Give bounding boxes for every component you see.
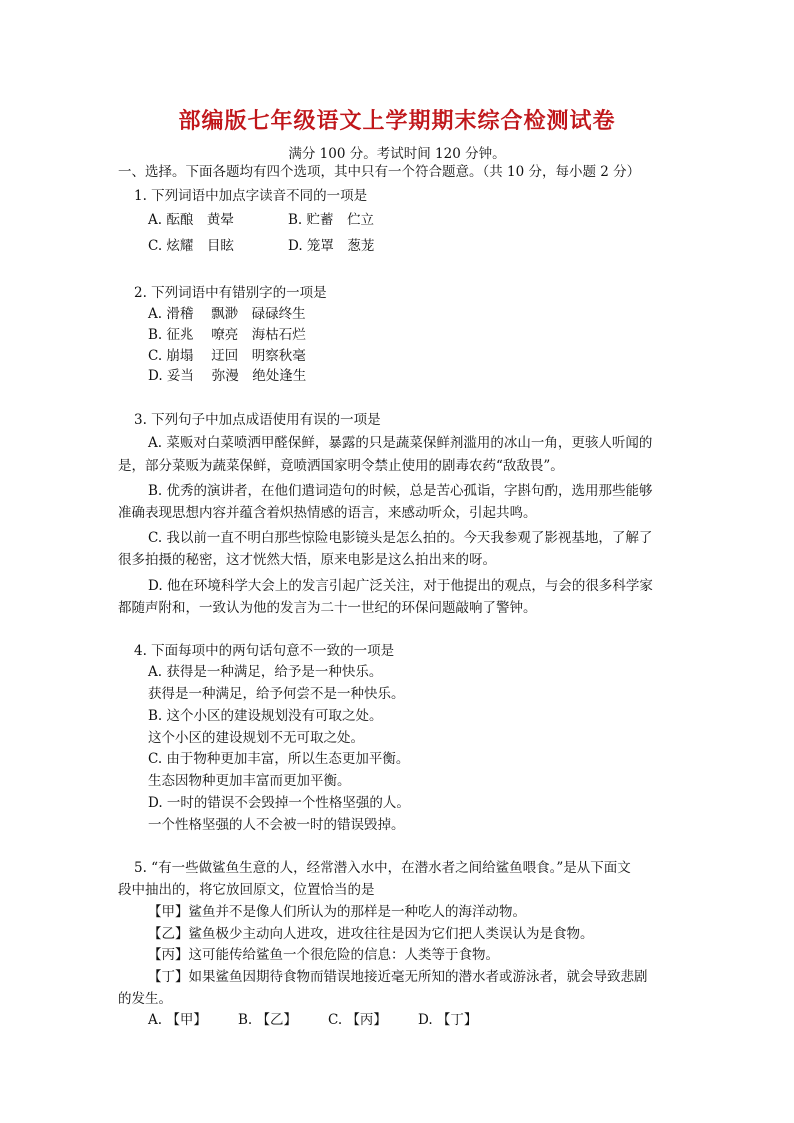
- q4-option-a: A. 获得是一种满足，给予是一种快乐。: [148, 664, 383, 680]
- q3-option-a-cont: 是，部分菜贩为蔬菜保鲜，竟喷洒国家明令禁止使用的剧毒农药“敌敌畏”。: [118, 458, 564, 474]
- q2-option-b: B. 征兆 嘹亮 海枯石烂: [148, 327, 306, 343]
- q1-option-a: A. 酝酿 黄晕: [148, 212, 234, 228]
- q4-option-c: C. 由于物种更加丰富，所以生态更加平衡。: [148, 751, 410, 767]
- q3-option-b: B. 优秀的演讲者，在他们遣词造句的时候，总是苦心孤诣，字斟句酌，选用那些能够: [148, 483, 653, 499]
- q2-option-a: A. 滑稽 飘渺 碌碌终生: [148, 306, 306, 322]
- q5-stem: 5. “有一些做鲨鱼生意的人，经常潜入水中，在潜水者之间给鲨鱼喂食。”是从下面文: [134, 860, 631, 876]
- q4-option-d: D. 一时的错误不会毁掉一个性格坚强的人。: [148, 795, 410, 811]
- q5-passage-yi: 【乙】鲨鱼极少主动向人进攻，进攻往往是因为它们把人类误认为是食物。: [148, 926, 594, 942]
- q5-option-c: C. 【丙】: [328, 1012, 387, 1028]
- q2-option-c: C. 崩塌 迂回 明察秋毫: [148, 348, 306, 364]
- q5-passage-ding-cont: 的发生。: [118, 991, 172, 1007]
- q3-stem: 3. 下列句子中加点成语使用有误的一项是: [134, 412, 381, 428]
- q3-option-a: A. 菜贩对白菜喷洒甲醛保鲜，暴露的只是蔬菜保鲜剂滥用的冰山一角，更骇人听闻的: [148, 435, 653, 451]
- q5-option-a: A. 【甲】: [148, 1012, 207, 1028]
- q4-option-b-cont: 这个小区的建设规划不无可取之处。: [148, 730, 364, 746]
- q4-option-c-cont: 生态因物种更加丰富而更加平衡。: [148, 773, 351, 789]
- q5-option-d: D. 【丁】: [418, 1012, 478, 1028]
- section-heading: 一、选择。下面各题均有四个选项，其中只有一个符合题意。（共 10 分，每小题 2 分）: [118, 164, 641, 180]
- q5-option-b: B. 【乙】: [238, 1012, 298, 1028]
- q4-option-b: B. 这个小区的建设规划没有可取之处。: [148, 708, 383, 724]
- q4-stem: 4. 下面每项中的两句话句意不一致的一项是: [134, 643, 395, 659]
- q3-option-b-cont: 准确表现思想内容并蕴含着炽热情感的语言，来感动听众，引起共鸣。: [118, 505, 537, 521]
- q2-stem: 2. 下列词语中有错别字的一项是: [134, 285, 327, 301]
- q3-option-c-cont: 很多拍摄的秘密，这才恍然大悟，原来电影是这么拍出来的呀。: [118, 552, 496, 568]
- q1-stem: 1. 下列词语中加点字读音不同的一项是: [134, 188, 368, 204]
- q1-option-c: C. 炫耀 目眩: [148, 238, 234, 254]
- page-title: 部编版七年级语文上学期期末综合检测试卷: [178, 108, 616, 134]
- q4-option-d-cont: 一个性格坚强的人不会被一时的错误毁掉。: [148, 817, 405, 833]
- q5-passage-jia: 【甲】鲨鱼并不是像人们所认为的那样是一种吃人的海洋动物。: [148, 904, 526, 920]
- exam-info: 满分 100 分。考试时间 120 分钟。: [288, 146, 506, 162]
- q1-option-b: B. 贮蓄 伫立: [288, 212, 375, 228]
- q4-option-a-cont: 获得是一种满足，给予何尝不是一种快乐。: [148, 686, 405, 702]
- q5-passage-ding: 【丁】如果鲨鱼因期待食物而错误地接近毫无所知的潜水者或游泳者，就会导致悲剧: [148, 969, 648, 985]
- q1-option-d: D. 笼罩 葱茏: [288, 238, 375, 254]
- q5-stem-cont: 段中抽出的，将它放回原文，位置恰当的是: [118, 882, 375, 898]
- q3-option-d: D. 他在环境科学大会上的发言引起广泛关注，对于他提出的观点，与会的很多科学家: [148, 578, 653, 594]
- q2-option-d: D. 妥当 弥漫 绝处逢生: [148, 368, 307, 384]
- q3-option-d-cont: 都随声附和，一致认为他的发言为二十一世纪的环保问题敲响了警钟。: [118, 600, 537, 616]
- q3-option-c: C. 我以前一直不明白那些惊险电影镜头是怎么拍的。今天我参观了影视基地，了解了: [148, 530, 653, 546]
- q5-passage-bing: 【丙】这可能传给鲨鱼一个很危险的信息：人类等于食物。: [148, 947, 499, 963]
